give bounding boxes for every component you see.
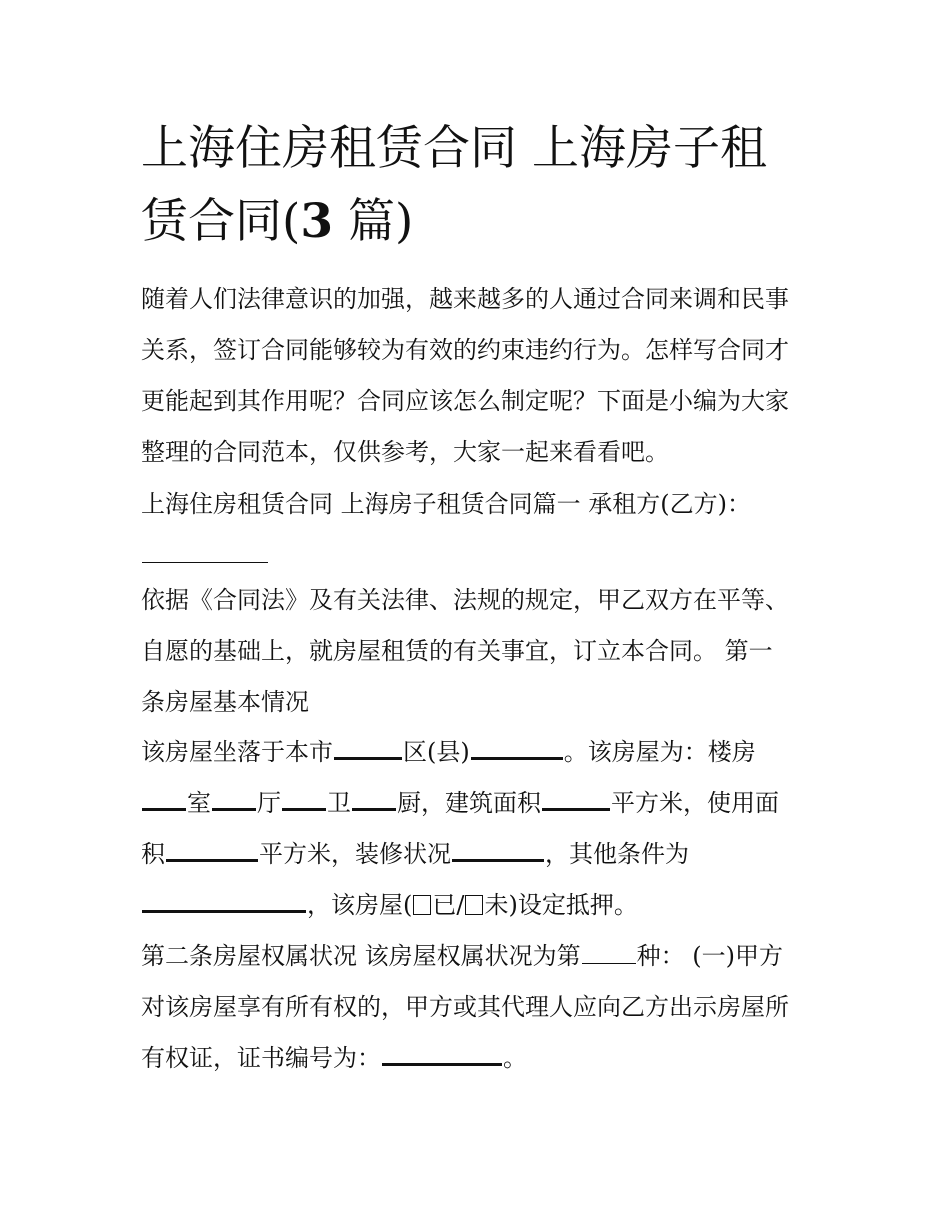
kitchens-blank[interactable] <box>352 807 396 811</box>
certificate-text: 有权证，证书编号为： <box>141 1044 381 1072</box>
article2-line-1 <box>141 941 783 971</box>
intro-line-2: 关系，签订合同能够较为有效的约束违约行为。怎样写合同才 <box>141 336 789 364</box>
building-area-blank[interactable] <box>542 807 610 811</box>
decoration-blank[interactable] <box>452 858 544 862</box>
intro-line-1: 随着人们法律意识的加强，越来越多的人通过合同来调和民事 <box>141 285 789 313</box>
house-line-2 <box>141 788 779 818</box>
basis-line-1: 依据《合同法》及有关法律、法规的规定，甲乙双方在平等、 <box>141 586 789 614</box>
address-blank[interactable] <box>471 756 563 760</box>
not-mortgaged-label: 未)设定抵押。 <box>484 891 638 919</box>
intro-line-4: 整理的合同范本，仅供参考，大家一起来看看吧。 <box>141 438 669 466</box>
intro-line-3: 更能起到其作用呢？合同应该怎么制定呢？下面是小编为大家 <box>141 387 789 415</box>
room-label: 室 <box>187 789 211 817</box>
document-title <box>141 112 841 258</box>
district-label: 区(县) <box>403 738 470 766</box>
decoration-text: 平方米，装修状况 <box>259 840 451 868</box>
ownership-status-text: 第二条房屋权属状况 该房屋权属状况为第 <box>141 942 581 970</box>
baths-blank[interactable] <box>282 807 326 811</box>
other-conditions-text: ，其他条件为 <box>545 840 689 868</box>
hall-label: 厅 <box>257 789 281 817</box>
article2-line-2: 对该房屋享有所有权的，甲方或其代理人应向乙方出示房屋所 <box>141 993 789 1021</box>
period: 。 <box>503 1044 527 1072</box>
rooms-blank[interactable] <box>142 807 186 811</box>
not-mortgaged-checkbox[interactable] <box>465 895 483 915</box>
title-line-2b: 篇) <box>333 194 414 249</box>
house-line-1 <box>141 737 756 767</box>
title-line-2a: 赁合同( <box>141 194 301 249</box>
mortgaged-checkbox[interactable] <box>413 895 431 915</box>
bath-label: 卫 <box>327 789 351 817</box>
title-line-1: 上海住房租赁合同 上海房子租 <box>141 121 767 176</box>
building-area-text: 厨，建筑面积 <box>397 789 541 817</box>
mortgaged-label: 已/ <box>432 891 465 919</box>
area-label: 积 <box>141 840 165 868</box>
house-location-text: 该房屋坐落于本市 <box>141 738 333 766</box>
ownership-type-blank[interactable] <box>582 962 636 964</box>
usable-area-blank[interactable] <box>166 858 258 862</box>
house-line-3 <box>141 839 689 869</box>
lessee-name-blank[interactable] <box>142 561 268 563</box>
usable-area-text: 平方米，使用面 <box>611 789 779 817</box>
other-conditions-blank[interactable] <box>142 909 306 913</box>
article2-line-3 <box>141 1043 527 1073</box>
house-type-text: 。该房屋为：楼房 <box>563 738 756 766</box>
mortgage-text: ，该房屋( <box>307 891 413 919</box>
section-heading: 上海住房租赁合同 上海房子租赁合同篇一 承租方(乙方)： <box>141 490 751 518</box>
basis-line-2: 自愿的基础上，就房屋租赁的有关事宜，订立本合同。 第一 <box>141 637 773 665</box>
ownership-type-text: 种： (一)甲方 <box>636 942 783 970</box>
halls-blank[interactable] <box>212 807 256 811</box>
lessee-blank-line <box>141 540 269 570</box>
house-line-4 <box>141 890 638 920</box>
title-count: 3 <box>300 194 334 249</box>
basis-line-3: 条房屋基本情况 <box>141 688 309 716</box>
certificate-number-blank[interactable] <box>382 1062 502 1066</box>
district-blank[interactable] <box>334 756 402 760</box>
